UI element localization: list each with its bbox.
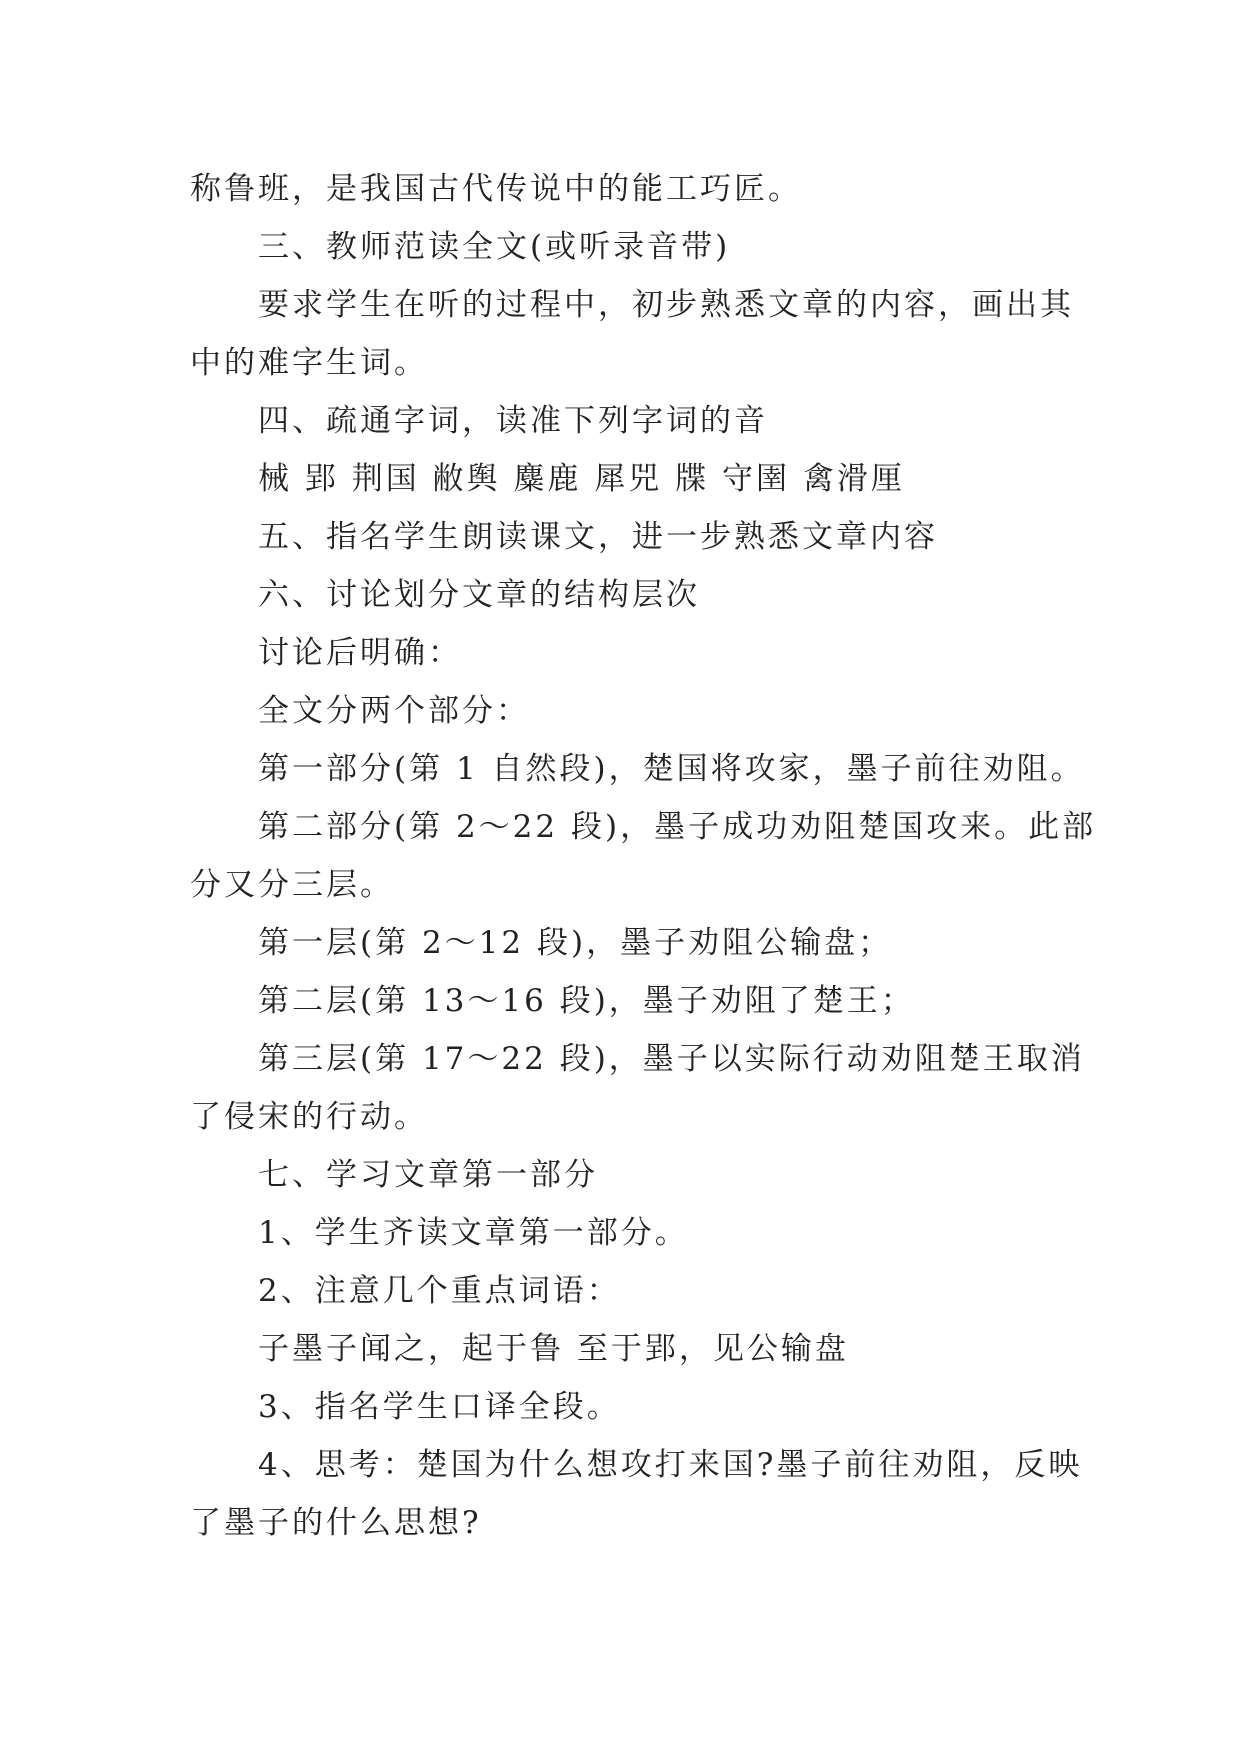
list-item: 2、注意几个重点词语： — [258, 1273, 621, 1309]
text-line: 全文分两个部分： — [258, 693, 530, 729]
text-line: 分又分三层。 — [190, 867, 394, 903]
section-heading: 六、讨论划分文章的结构层次 — [258, 577, 700, 613]
document-body — [190, 160, 1097, 1552]
text-line: 了侵宋的行动。 — [190, 1099, 428, 1135]
text-line: 第三层(第 17～22 段)，墨子以实际行动劝阻楚王取消 — [258, 1041, 1085, 1077]
text-line: 称鲁班，是我国古代传说中的能工巧匠。 — [190, 171, 802, 207]
vocabulary-list: 械 郢 荆国 敝舆 麋鹿 犀兕 牒 守圉 禽滑厘 — [258, 461, 905, 497]
text-line: 中的难字生词。 — [190, 345, 428, 381]
text-line: 了墨子的什么思想? — [190, 1505, 482, 1541]
text-line: 讨论后明确： — [258, 635, 462, 671]
text-line: 第二部分(第 2～22 段)，墨子成功劝阻楚国攻来。此部 — [258, 809, 1097, 845]
section-heading: 三、教师范读全文(或听录音带) — [258, 229, 731, 265]
section-heading: 五、指名学生朗读课文，进一步熟悉文章内容 — [258, 519, 938, 555]
list-item: 3、指名学生口译全段。 — [258, 1389, 621, 1425]
text-line: 子墨子闻之，起于鲁 至于郢，见公输盘 — [258, 1331, 849, 1367]
text-line: 第一部分(第 1 自然段)，楚国将攻家，墨子前往劝阻。 — [258, 751, 1085, 787]
text-line: 第二层(第 13～16 段)，墨子劝阻了楚王； — [258, 983, 915, 1019]
text-line: 要求学生在听的过程中，初步熟悉文章的内容，画出其 — [258, 287, 1074, 323]
list-item: 1、学生齐读文章第一部分。 — [258, 1215, 689, 1251]
list-item: 4、思考：楚国为什么想攻打来国?墨子前往劝阻，反映 — [258, 1447, 1083, 1483]
section-heading: 四、疏通字词，读准下列字词的音 — [258, 403, 768, 439]
text-line: 第一层(第 2～12 段)，墨子劝阻公输盘； — [258, 925, 893, 961]
section-heading: 七、学习文章第一部分 — [258, 1157, 598, 1193]
